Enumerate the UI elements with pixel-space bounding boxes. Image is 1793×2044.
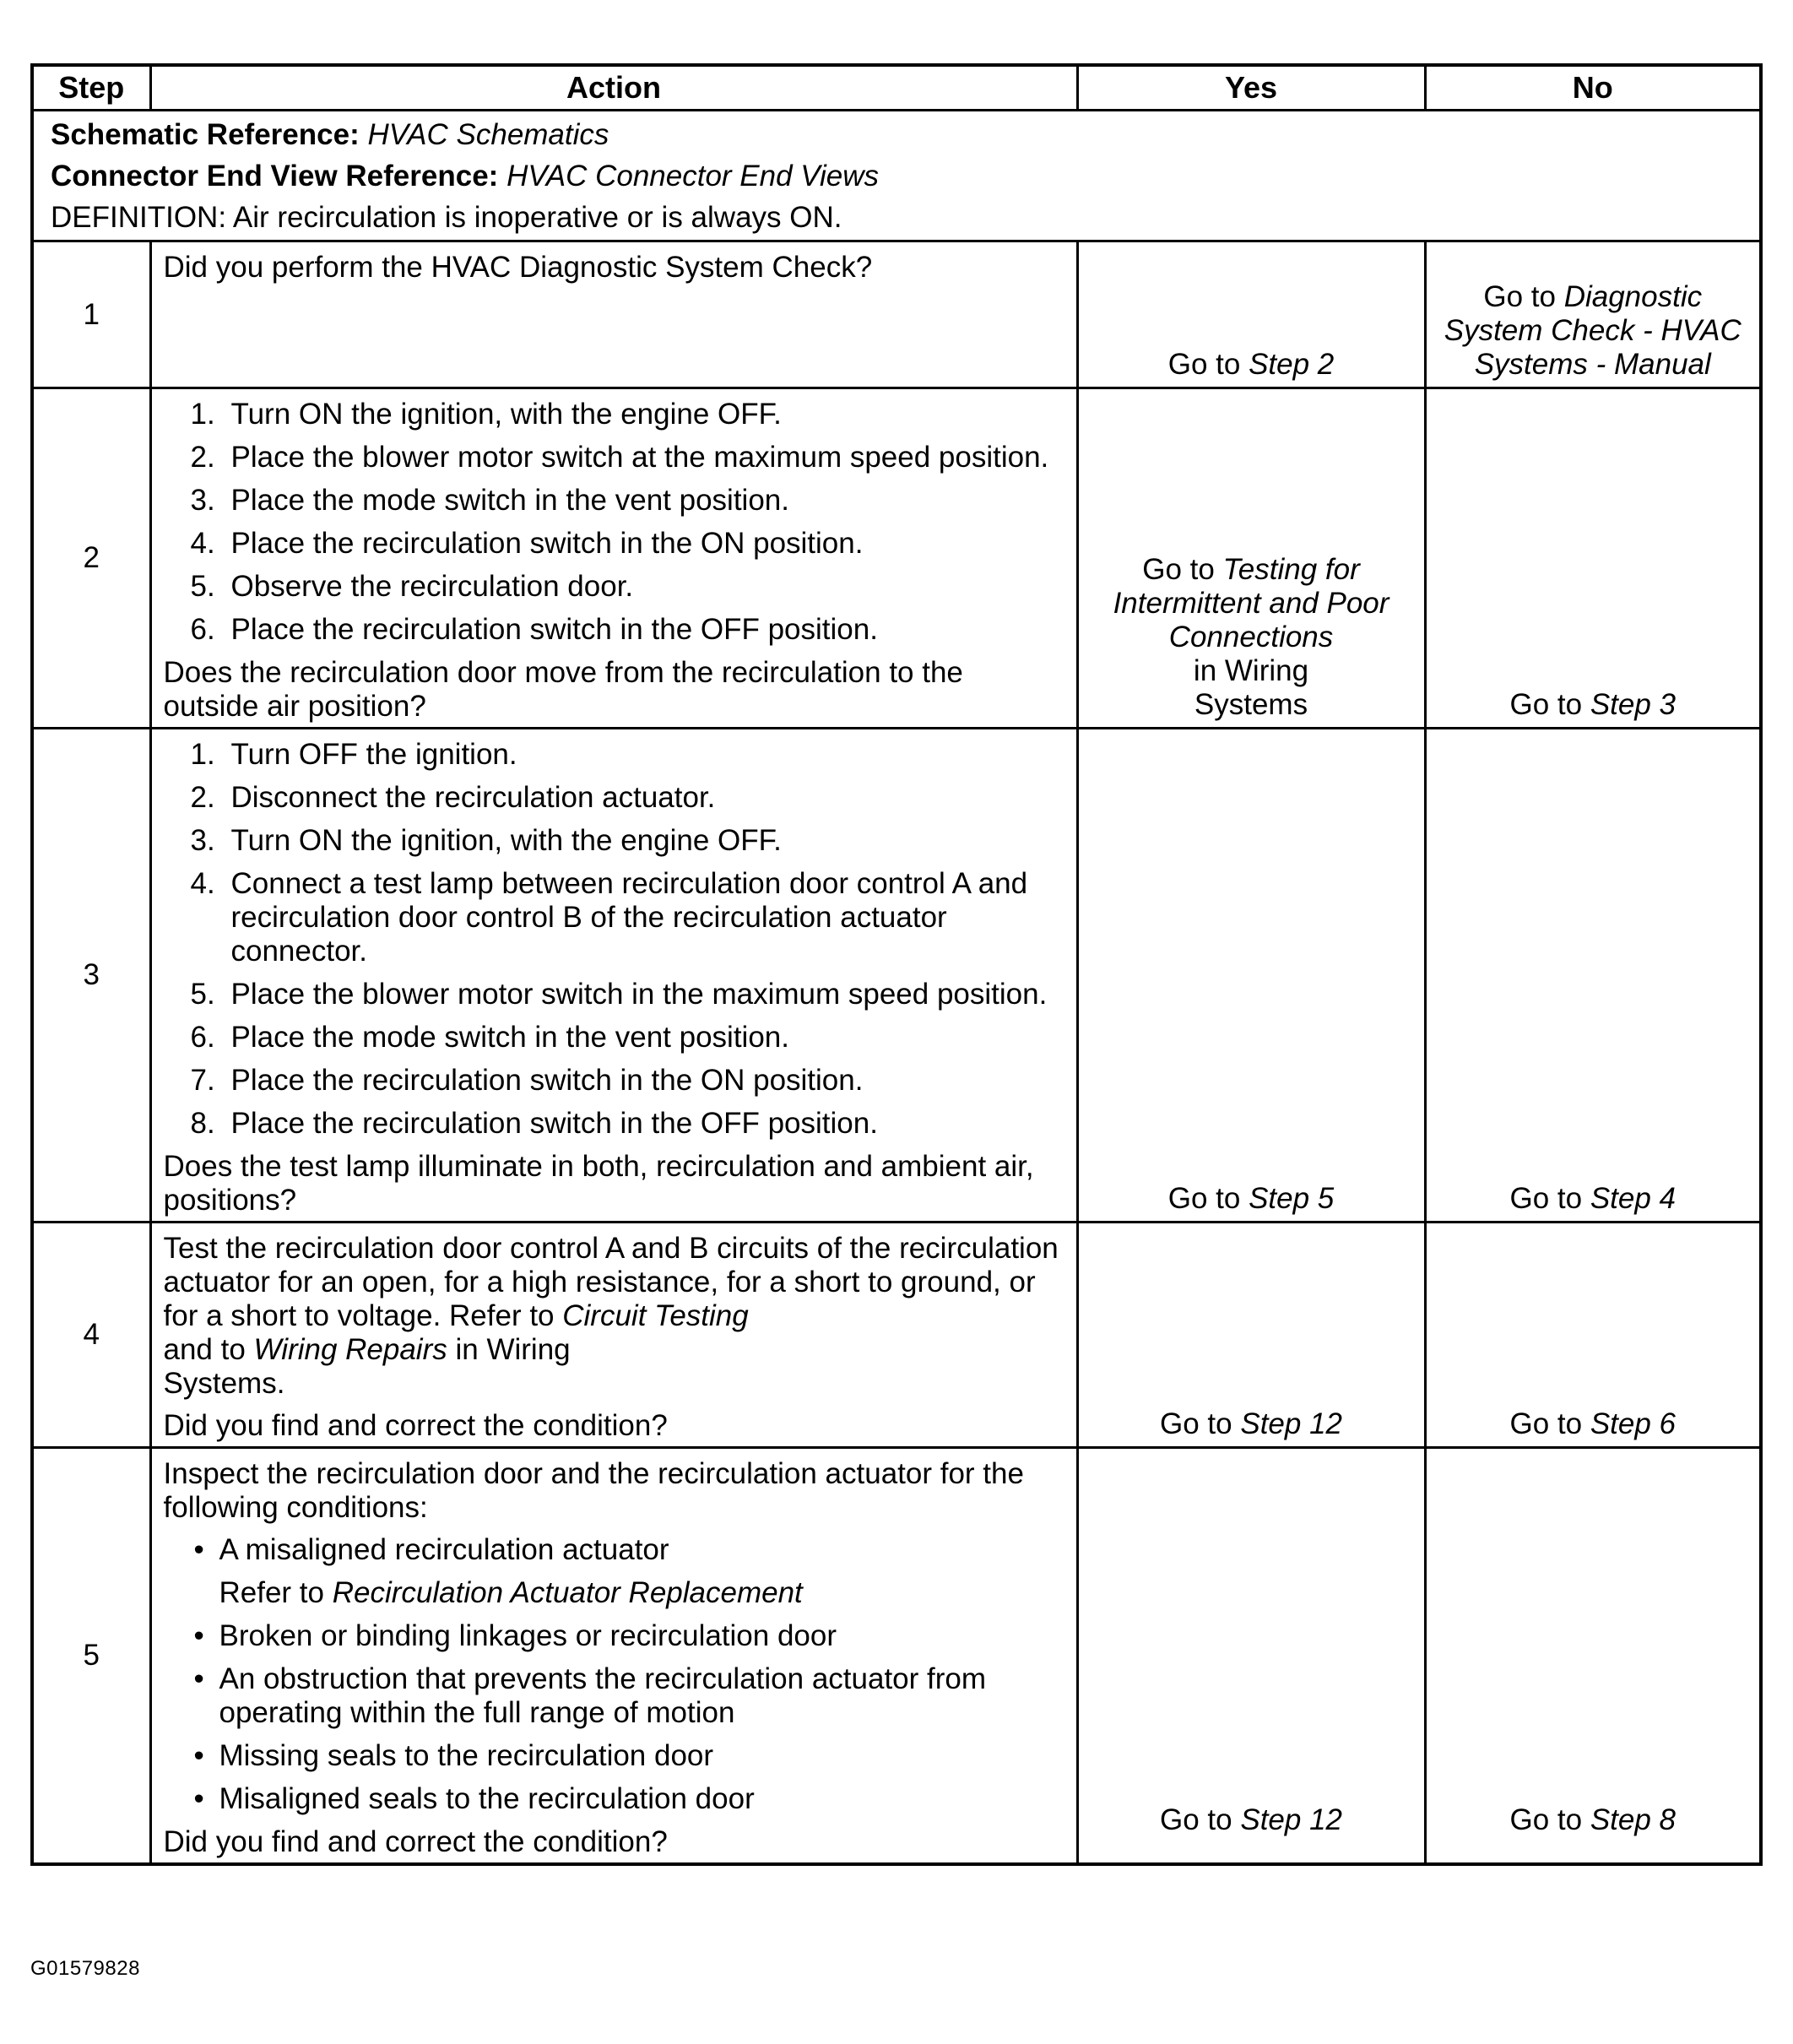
yes-step-ref: Step 12 <box>1240 1803 1342 1836</box>
diagnostic-table <box>30 63 1763 1866</box>
yes-result <box>1077 388 1425 729</box>
no-result <box>1425 729 1761 1223</box>
header-action: Action <box>150 65 1077 111</box>
replacement-reference: Refer to Recirculation Actuator Replacement <box>219 1576 803 1609</box>
no-step-ref: Step 6 <box>1590 1407 1677 1440</box>
yes-step-ref: Step 12 <box>1240 1407 1342 1440</box>
procedure-list <box>164 738 1064 1141</box>
circuit-testing-ref: Circuit Testing <box>562 1299 749 1332</box>
step-action <box>150 388 1077 729</box>
no-result <box>1425 1223 1761 1448</box>
header-step: Step <box>32 65 150 111</box>
procedure-item: 5. Place the blower motor switch in the maximum speed position. <box>190 978 1048 1011</box>
wiring-repairs-ref: Wiring Repairs <box>253 1333 447 1366</box>
step-question: Did you perform the HVAC Diagnostic System Check? <box>163 251 873 284</box>
document-id: G01579828 <box>30 1957 140 1980</box>
yes-prefix: Go to <box>1142 553 1215 586</box>
reference-cell <box>32 111 1761 241</box>
yes-result <box>1077 241 1425 388</box>
yes-prefix: Go to <box>1167 1182 1241 1215</box>
step-action <box>150 1448 1077 1865</box>
procedure-list <box>164 398 1064 647</box>
no-prefix: Go to <box>1483 280 1556 313</box>
step-row-2 <box>32 388 1761 729</box>
procedure-item: 1. Turn OFF the ignition. <box>190 738 517 771</box>
condition-item: • A misaligned recirculation actuator <box>193 1533 669 1566</box>
no-step-ref: Step 8 <box>1590 1803 1677 1836</box>
reference-row <box>32 111 1761 241</box>
step-question: Did you find and correct the condition? <box>163 1409 668 1442</box>
procedure-item: 5. Observe the recirculation door. <box>190 570 634 603</box>
no-prefix: Go to <box>1509 1803 1583 1836</box>
yes-suffix-line-2: Systems <box>1194 688 1308 721</box>
no-ref-line-1: Diagnostic <box>1563 280 1703 313</box>
procedure-item: 3. Place the mode switch in the vent position. <box>190 484 789 517</box>
header-no: No <box>1425 65 1761 111</box>
actuator-replacement-ref: Recirculation Actuator Replacement <box>332 1576 803 1609</box>
yes-result <box>1077 1223 1425 1448</box>
step-question: Does the test lamp illuminate in both, recirculation and ambient air, positions? <box>163 1150 1034 1217</box>
schematic-reference <box>51 118 1742 152</box>
procedure-item: 7. Place the recirculation switch in the ON position. <box>190 1064 864 1097</box>
condition-list <box>164 1619 1064 1816</box>
step-number: 1 <box>32 241 150 388</box>
procedure-item: 4. Place the recirculation switch in the ON position. <box>190 527 864 560</box>
step-question: Did you find and correct the condition? <box>163 1825 668 1858</box>
step-number: 5 <box>32 1448 150 1865</box>
schematic-reference-value: HVAC Schematics <box>367 118 609 151</box>
no-result <box>1425 1448 1761 1865</box>
procedure-item: 3. Turn ON the ignition, with the engine OFF. <box>190 824 782 857</box>
step-action <box>150 1223 1077 1448</box>
yes-ref-line-2: Intermittent and Poor <box>1113 587 1389 620</box>
condition-item: • Broken or binding linkages or recirculation door <box>193 1619 837 1652</box>
connector-reference-value: HVAC Connector End Views <box>506 160 880 192</box>
step-row-3 <box>32 729 1761 1223</box>
step-row-4 <box>32 1223 1761 1448</box>
no-step-ref: Step 4 <box>1590 1182 1677 1215</box>
yes-step-ref: Step 5 <box>1249 1182 1335 1215</box>
no-result <box>1425 241 1761 388</box>
no-ref-line-3: Systems - Manual <box>1474 348 1711 381</box>
step-number: 3 <box>32 729 150 1223</box>
connector-reference-label: Connector End View Reference: <box>51 160 499 192</box>
connector-reference <box>51 160 1742 193</box>
procedure-item: 2. Disconnect the recirculation actuator. <box>190 781 716 814</box>
step-number: 2 <box>32 388 150 729</box>
yes-prefix: Go to <box>1167 348 1241 381</box>
header-row <box>32 65 1761 111</box>
step-row-5 <box>32 1448 1761 1865</box>
step-action <box>150 241 1077 388</box>
step-row-1 <box>32 241 1761 388</box>
yes-prefix: Go to <box>1160 1407 1232 1440</box>
step-action <box>150 729 1077 1223</box>
no-prefix: Go to <box>1509 1407 1583 1440</box>
header-yes: Yes <box>1077 65 1425 111</box>
condition-list <box>164 1533 1064 1567</box>
procedure-item: 6. Place the mode switch in the vent position. <box>190 1021 789 1054</box>
condition-item: • Missing seals to the recirculation door <box>193 1739 714 1772</box>
schematic-reference-label: Schematic Reference: <box>51 118 360 151</box>
no-result <box>1425 388 1761 729</box>
yes-step-ref: Step 2 <box>1249 348 1335 381</box>
procedure-item: 8. Place the recirculation switch in the OFF position. <box>190 1107 878 1140</box>
step-instruction: Inspect the recirculation door and the recirculation actuator for the following conditions: <box>163 1457 1024 1524</box>
step-question: Does the recirculation door move from the recirculation to the outside air position? <box>163 656 963 723</box>
no-step-ref: Step 3 <box>1590 688 1677 721</box>
yes-prefix: Go to <box>1160 1803 1232 1836</box>
yes-ref-line-1: Testing for <box>1222 553 1360 586</box>
procedure-item: 2. Place the blower motor switch at the maximum speed position. <box>190 441 1049 474</box>
procedure-item: 6. Place the recirculation switch in the OFF position. <box>190 613 878 646</box>
yes-result <box>1077 1448 1425 1865</box>
yes-suffix-line-1: in Wiring <box>1193 654 1309 687</box>
no-ref-line-2: System Check - HVAC <box>1444 314 1742 347</box>
no-prefix: Go to <box>1509 688 1583 721</box>
yes-ref-line-3: Connections <box>1168 621 1334 653</box>
procedure-item: 1. Turn ON the ignition, with the engine OFF. <box>190 398 782 431</box>
no-prefix: Go to <box>1509 1182 1583 1215</box>
condition-item: • Misaligned seals to the recirculation door <box>193 1782 755 1815</box>
yes-result <box>1077 729 1425 1223</box>
definition: DEFINITION: Air recirculation is inoperative or is always ON. <box>51 201 842 234</box>
step-number: 4 <box>32 1223 150 1448</box>
procedure-item: 4. Connect a test lamp between recirculation door control A and recirculation door control B of the recirculation actuator connector. <box>190 867 1028 968</box>
step-instruction: Test the recirculation door control A and B circuits of the recirculation actuator for an open, for a high resistance, for a short to ground, or for a short to voltage. Refer to Circuit Testing and to Wiring Repairs in Wiring Systems. <box>163 1232 1059 1400</box>
condition-item: • An obstruction that prevents the recirculation actuator from operating within the full range of motion <box>193 1662 987 1729</box>
